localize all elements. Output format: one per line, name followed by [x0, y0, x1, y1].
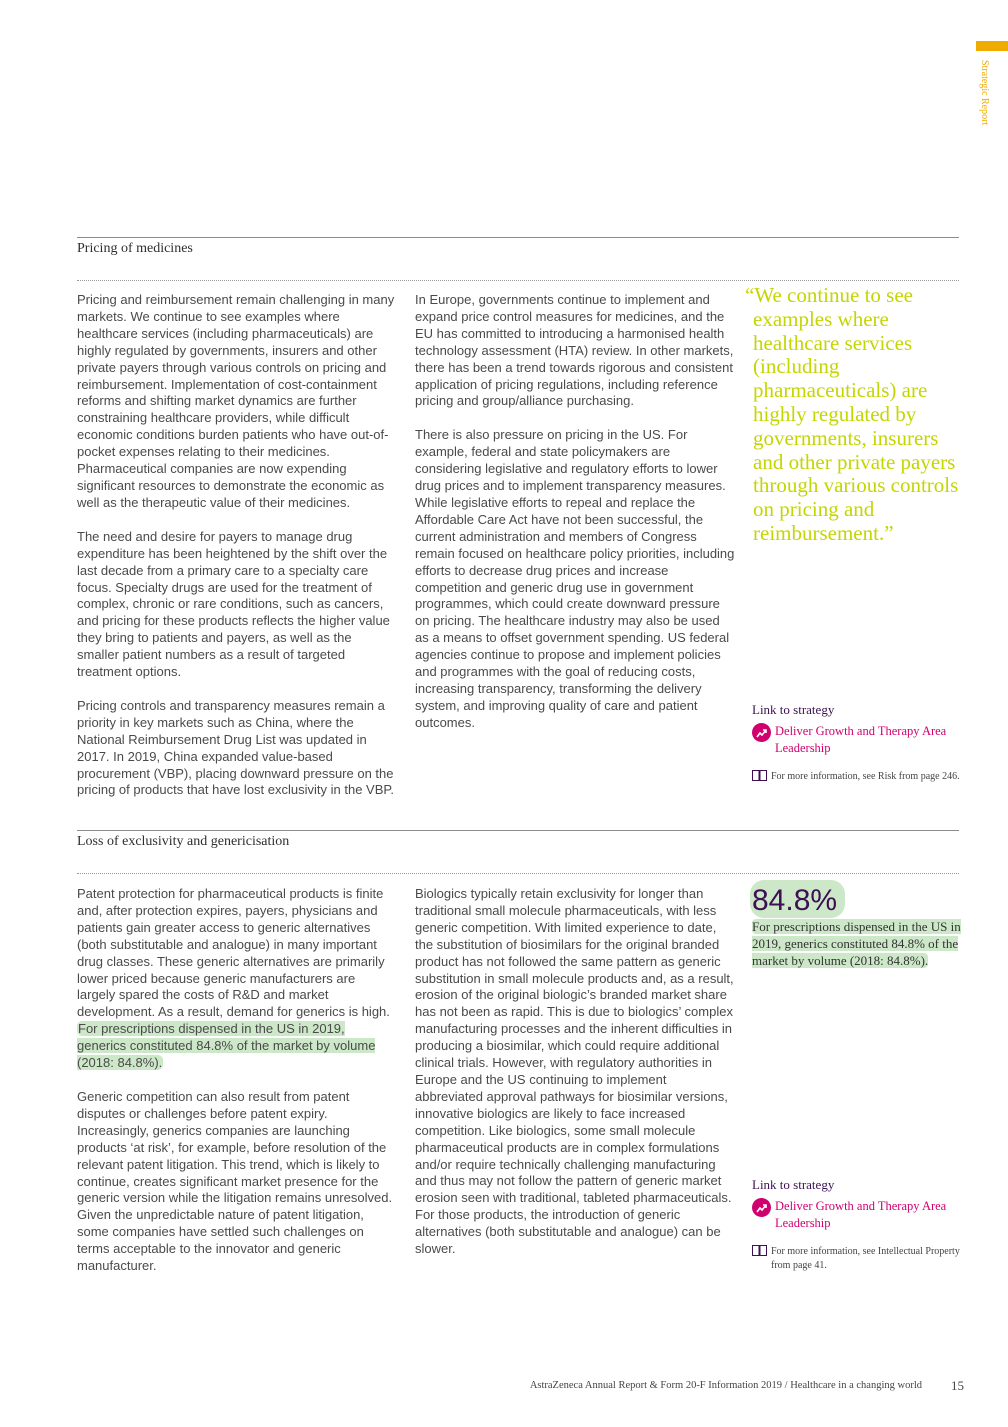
growth-chart-icon — [752, 723, 771, 742]
link-to-strategy-exclusivity — [752, 1177, 962, 1272]
strategy-link[interactable] — [752, 1198, 962, 1231]
highlighted-text: For prescriptions dispensed in the US in 2019, generics constituted 84.8% of the market by volume (2018: 84.8%). — [77, 1021, 376, 1071]
section-title-exclusivity: Loss of exclusivity and genericisation — [77, 834, 290, 849]
book-icon — [752, 770, 767, 786]
paragraph: Generic competition can also result from patent disputes or challenges before patent expiry. Increasingly, generics companies are launching products ‘at risk’, for example, before resolution of the relevant patent litigation. This trend, which is likely to continue, creates significant market presence for the generic version while the litigation remains unresolved. Given the unpredictable nature of patent litigation, some companies have settled such challenges on terms acceptable to the innovator and generic manufacturer. — [77, 1088, 393, 1274]
section-divider — [77, 237, 959, 238]
section-tab-marker — [976, 41, 1008, 51]
stat-description — [752, 918, 962, 969]
strategy-label: Deliver Growth and Therapy Area Leadership — [775, 1199, 947, 1230]
strategy-label: Deliver Growth and Therapy Area Leadership — [775, 724, 947, 755]
dotted-divider — [77, 873, 959, 874]
paragraph: Pricing and reimbursement remain challenging in many markets. We continue to see examples where healthcare services (including pharmaceuticals) are highly regulated by governments, insurers and other private payers through various controls on pricing and reimbursement. Implementation of cost-containment reforms and shifting market dynamics are further constraining healthcare providers, while difficult economic conditions burden patients who have out-of-pocket expenses relating to their medicines. Pharmaceutical companies are now expending significant resources to demonstrate the economic as well as the therapeutic value of their medicines. — [77, 292, 395, 510]
page-number: 15 — [951, 1378, 964, 1393]
link-to-strategy-pricing — [752, 702, 962, 786]
strategy-link[interactable] — [752, 723, 962, 756]
pull-quote: “We continue to see examples where healthcare services (including pharmaceuticals) are highly regulated by governments, insurers and other private payers through various controls on pricing and reimbursement.” — [745, 283, 959, 545]
exclusivity-column-1 — [77, 886, 397, 1292]
more-info — [752, 1245, 962, 1272]
pricing-column-2 — [415, 292, 735, 749]
strategy-title: Link to strategy — [752, 702, 835, 717]
dotted-divider — [77, 280, 959, 281]
strategy-title: Link to strategy — [752, 1177, 835, 1192]
more-info — [752, 770, 962, 786]
stat-description-text: For prescriptions dispensed in the US in 2019, generics constituted 84.8% of the market by volume (2018: 84.8%). — [752, 919, 961, 968]
paragraph: The need and desire for payers to manage drug expenditure has been heightened by the shift over the last decade from a primary care to a specialty care focus. Specialty drugs are used for the treatment of complex, chronic or rare conditions, such as cancers, and pricing for these products reflects the higher value they bring to patients and payers, as well as the smaller patient numbers as a result of targeted treatment options. — [77, 528, 390, 680]
section-title-pricing: Pricing of medicines — [77, 241, 193, 256]
paragraph — [77, 886, 397, 1072]
side-section-label: Strategic Report — [979, 60, 990, 126]
book-icon — [752, 1245, 767, 1261]
pricing-column-1 — [77, 292, 397, 816]
paragraph: There is also pressure on pricing in the US. For example, federal and state policymakers are considering legislative and regulatory efforts to lower drug prices and to implement transparency measures. While legislative efforts to repeal and replace the Affordable Care Act have not been successful, the current administration and members of Congress remain focused on healthcare policy priorities, including efforts to decrease drug prices and increase competition and generic drug use in government programmes, which could create downward pressure on pricing. The healthcare industry may also be used as a means to offset government spending. US federal agencies continue to propose and implement policies and programmes with the goal of reducing costs, increasing transparency, transforming the delivery system, and improving quality of care and patient outcomes. — [415, 427, 735, 730]
paragraph-text: Patent protection for pharmaceutical products is finite and, after protection expires, payers, physicians and patients gain greater access to generic alternatives (both substitutable and analogue) in many important drug classes. These generic alternatives are primarily lower priced because generic manufacturers are largely spared the costs of R&D and market development. As a result, demand for generics is high. — [77, 886, 390, 1020]
exclusivity-column-2 — [415, 886, 735, 1275]
stat-callout — [752, 880, 962, 969]
section-divider — [77, 830, 959, 831]
paragraph: Biologics typically retain exclusivity for longer than traditional small molecule pharmaceuticals, with less generic competition. With limited experience to date, the substitution of biosimilars for the original branded product has not followed the same pattern as generic substitution in small molecule products and, as a result, erosion of the original biologic’s branded market share has not been as rapid. This is due to biologics’ complex manufacturing processes and the inherent difficulties in producing a biosimilar, which could require additional clinical trials. However, with regulatory authorities in Europe and the US continuing to implement abbreviated approval pathways for biosimilar versions, innovative biologics are likely to face increased competition. Like biologics, some small molecule pharmaceutical products are in complex formulations and/or require technically challenging manufacturing and thus may not follow the pattern of generic market erosion seen with traditional, tableted pharmaceuticals. For those products, the introduction of generic alternatives (both substitutable and analogue) can be slower. — [415, 886, 734, 1257]
more-info-text: For more information, see Intellectual Property from page 41. — [771, 1246, 960, 1271]
paragraph: In Europe, governments continue to implement and expand price control measures for medicines, and the EU has committed to introducing a harmonised health technology assessment (HTA) review. In other markets, there has been a trend towards rigorous and consistent application of pricing regulations, including reference pricing and group/alliance purchasing. — [415, 292, 734, 409]
paragraph: Pricing controls and transparency measures remain a priority in key markets such as China, where the National Reimbursement Drug List was updated in 2017. In 2019, China expanded value-based procurement (VBP), placing downward pressure on the pricing of products that have lost exclusivity in the VBP. — [77, 697, 394, 798]
growth-chart-icon — [752, 1198, 771, 1217]
footer-text: AstraZeneca Annual Report & Form 20-F Information 2019 / Healthcare in a changing world — [529, 1380, 922, 1391]
more-info-text: For more information, see Risk from page 246. — [771, 771, 960, 782]
stat-value: 84.8% — [750, 880, 845, 918]
